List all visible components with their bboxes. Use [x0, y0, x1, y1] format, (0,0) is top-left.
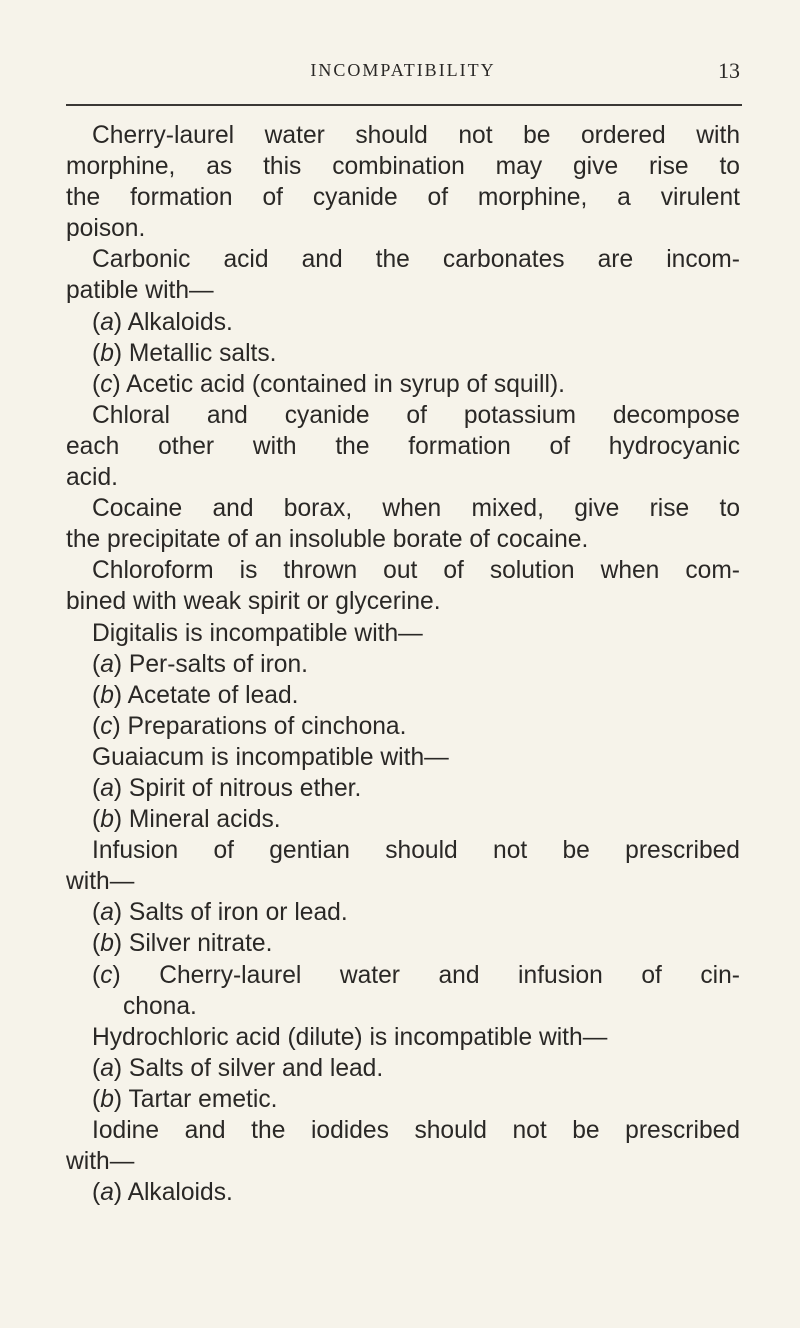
text-line	[66, 835, 740, 866]
list-item	[66, 1053, 740, 1084]
item-letter: b	[100, 930, 114, 958]
item-marker: (c)	[92, 370, 127, 398]
text-line	[66, 182, 740, 213]
line-text: Mineral acids.	[128, 806, 281, 834]
line-text: poison.	[66, 215, 146, 243]
line-text: Spirit of nitrous ether.	[128, 774, 362, 802]
item-marker: (a)	[92, 1054, 129, 1082]
running-title: INCOMPATIBILITY	[310, 60, 496, 80]
item-marker: (c)	[92, 961, 160, 989]
item-marker: (a)	[92, 774, 129, 802]
item-marker: (a)	[92, 308, 128, 336]
list-item	[66, 897, 740, 928]
list-item	[66, 1177, 740, 1208]
item-letter: b	[100, 806, 114, 834]
text-line	[66, 866, 740, 897]
line-text: Guaiacum is incompatible with—	[92, 743, 449, 771]
item-marker: (a)	[92, 650, 129, 678]
text-line	[66, 151, 740, 182]
item-letter: c	[100, 961, 113, 989]
item-letter: c	[100, 370, 113, 398]
item-letter: a	[100, 308, 114, 336]
item-marker: (b)	[92, 806, 129, 834]
text-line	[66, 524, 740, 555]
line-text: chona.	[123, 992, 197, 1020]
line-text: the precipitate of an insoluble borate of cocaine.	[66, 526, 589, 554]
text-line	[66, 742, 740, 773]
item-marker: (b)	[92, 339, 129, 367]
line-text: patible with—	[66, 277, 214, 305]
text-line	[66, 493, 740, 524]
line-text: Metallic salts.	[128, 339, 277, 367]
item-letter: c	[100, 712, 113, 740]
line-text: Iodine and the iodides should not be prescribed	[92, 1117, 740, 1144]
line-text: Digitalis is incompatible with—	[92, 619, 423, 647]
list-item	[66, 711, 740, 742]
item-letter: a	[100, 1179, 114, 1207]
text-line	[66, 991, 740, 1022]
item-marker: (a)	[92, 1179, 128, 1207]
text-line	[66, 213, 740, 244]
list-item	[66, 369, 740, 400]
text-line	[66, 586, 740, 617]
line-text: acid.	[66, 464, 118, 492]
item-letter: a	[100, 1054, 114, 1082]
item-letter: b	[100, 681, 114, 709]
text-line	[66, 120, 740, 151]
item-marker: (c)	[92, 712, 128, 740]
item-marker: (a)	[92, 899, 129, 927]
list-item	[66, 680, 740, 711]
text-line	[66, 618, 740, 649]
item-marker: (b)	[92, 1085, 129, 1113]
line-text: the formation of cyanide of morphine, a virulent	[66, 184, 740, 212]
body-text	[66, 120, 740, 1208]
list-item	[66, 928, 740, 959]
header-rule	[66, 104, 742, 106]
line-text: Alkaloids.	[127, 1179, 233, 1207]
line-text: Acetic acid (contained in syrup of squill).	[126, 370, 565, 398]
running-head	[66, 56, 740, 86]
text-line	[66, 400, 740, 431]
item-letter: a	[100, 650, 114, 678]
line-text: Chloral and cyanide of potassium decompose	[92, 401, 740, 429]
line-text: Hydrochloric acid (dilute) is incompatible with—	[92, 1023, 608, 1051]
list-item	[66, 649, 740, 680]
list-item	[66, 307, 740, 338]
line-text: Silver nitrate.	[128, 930, 273, 958]
list-item	[66, 960, 740, 991]
text-line	[66, 244, 740, 275]
line-text: Infusion of gentian should not be prescribed	[92, 837, 740, 865]
text-line	[66, 431, 740, 462]
line-text: Alkaloids.	[127, 308, 233, 336]
line-text: bined with weak spirit or glycerine.	[66, 588, 441, 616]
line-text: with—	[66, 1148, 135, 1176]
item-letter: b	[100, 339, 114, 367]
line-text: Cherry-laurel water should not be ordered with	[92, 122, 740, 149]
text-line	[66, 275, 740, 306]
item-letter: b	[100, 1085, 114, 1113]
line-text: each other with the formation of hydrocyanic	[66, 432, 740, 460]
list-item	[66, 1084, 740, 1115]
line-text: Per-salts of iron.	[128, 650, 308, 678]
text-line	[66, 462, 740, 493]
list-item	[66, 773, 740, 804]
text-line	[66, 1022, 740, 1053]
line-text: Cherry-laurel water and infusion of cin-	[159, 961, 740, 989]
line-text: with—	[66, 868, 135, 896]
list-item	[66, 804, 740, 835]
text-line	[66, 555, 740, 586]
line-text: morphine, as this combination may give rise to	[66, 153, 740, 181]
line-text: Carbonic acid and the carbonates are incom-	[92, 246, 740, 274]
line-text: Salts of silver and lead.	[128, 1054, 384, 1082]
line-text: Cocaine and borax, when mixed, give rise to	[92, 495, 740, 523]
line-text: Salts of iron or lead.	[128, 899, 348, 927]
item-letter: a	[100, 899, 114, 927]
text-line	[66, 1146, 740, 1177]
line-text: Chloroform is thrown out of solution when com-	[92, 557, 740, 585]
page-number: 13	[718, 58, 740, 83]
item-letter: a	[100, 774, 114, 802]
item-marker: (b)	[92, 930, 129, 958]
line-text: Preparations of cinchona.	[127, 712, 407, 740]
line-text: Acetate of lead.	[127, 681, 299, 709]
item-marker: (b)	[92, 681, 128, 709]
line-text: Tartar emetic.	[128, 1085, 278, 1113]
list-item	[66, 338, 740, 369]
text-line	[66, 1115, 740, 1146]
